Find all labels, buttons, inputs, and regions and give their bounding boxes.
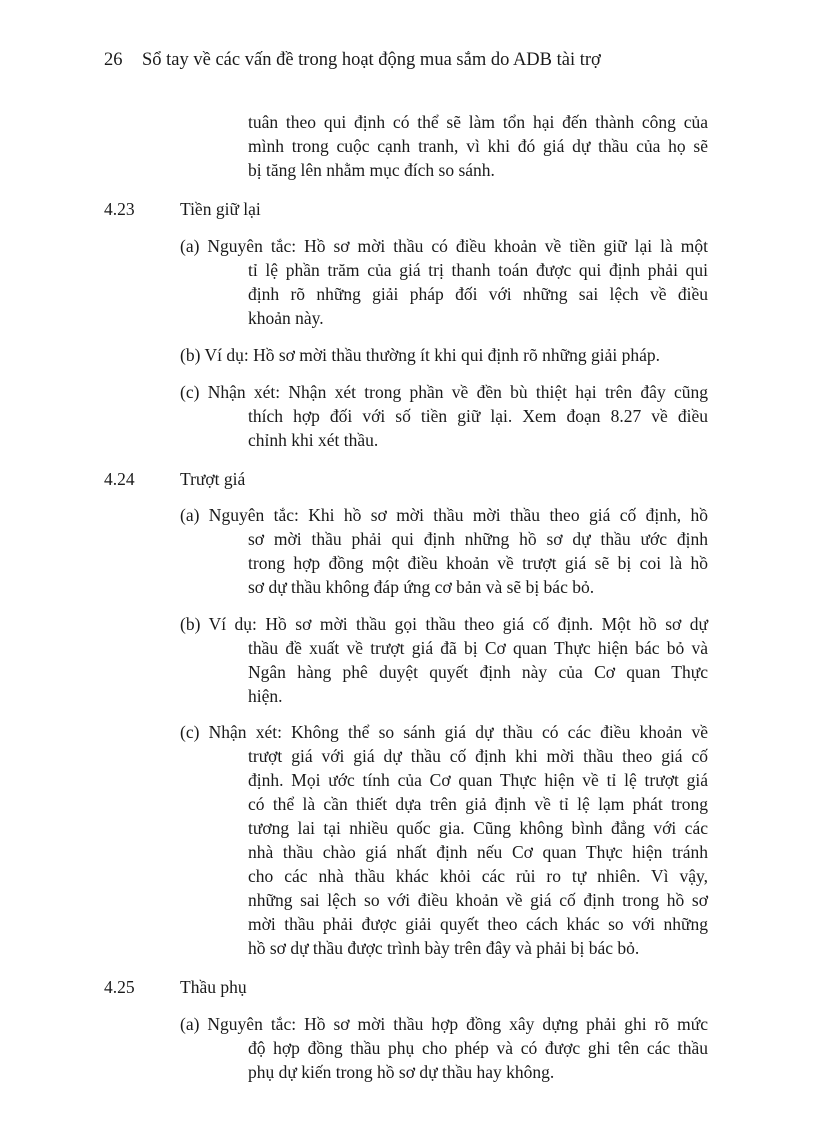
paragraph-line: sơ mời thầu phải qui định những hồ sơ dự thầu ước định	[248, 529, 708, 549]
paragraph-line: nhà thầu chào giá nhất định nếu Cơ quan Thực hiện tránh	[248, 842, 708, 862]
paragraph-line: (b) Ví dụ: Hồ sơ mời thầu gọi thầu theo giá cố định. Một hồ sơ dự	[180, 614, 708, 634]
paragraph-line: thầu đề xuất về trượt giá đã bị Cơ quan Thực hiện bác bỏ và	[248, 638, 708, 658]
section-title: Thầu phụ	[180, 977, 247, 997]
paragraph-line: hồ sơ dự thầu được trình bày trên đây và phải bị bác bỏ.	[248, 938, 640, 958]
paragraph-line: trong hợp đồng một điều khoản về trượt giá sẽ bị coi là hồ	[248, 553, 708, 573]
paragraph-line: định. Mọi ước tính của Cơ quan Thực hiện về tỉ lệ trượt giá	[248, 770, 708, 790]
paragraph-line: Ngân hàng phê duyệt quyết định này của Cơ quan Thực	[248, 662, 708, 682]
section-number: 4.25	[104, 977, 135, 997]
intro-line: mình trong cuộc cạnh tranh, vì khi đó giá dự thầu của họ sẽ	[248, 136, 708, 156]
paragraph-line: độ hợp đồng thầu phụ cho phép và có được ghi tên các thầu	[248, 1038, 708, 1058]
paragraph-line: trượt giá với giá dự thầu cố định khi mời thầu theo giá cố	[248, 746, 708, 766]
paragraph-line: thích hợp đối với số tiền giữ lại. Xem đoạn 8.27 về điều	[248, 406, 708, 426]
section-title: Trượt giá	[180, 469, 246, 489]
paragraph-line: những sai lệch so với điều khoản về giá cố định trong hồ sơ	[248, 890, 708, 910]
paragraph-line: có thể là cần thiết dựa trên giả định về tỉ lệ lạm phát trong	[248, 794, 708, 814]
paragraph-line: tỉ lệ phần trăm của giá trị thanh toán được qui định phải qui	[248, 260, 708, 280]
paragraph-line: (b) Ví dụ: Hồ sơ mời thầu thường ít khi qui định rõ những giải pháp.	[180, 345, 660, 365]
intro-line: bị tăng lên nhằm mục đích so sánh.	[248, 160, 495, 180]
section-number: 4.23	[104, 199, 135, 219]
paragraph-line: định rõ những giải pháp đối với những sai lệch về điều	[248, 284, 708, 304]
paragraph-line: cho các nhà thầu khác khỏi các rủi ro tự nhiên. Vì vậy,	[248, 866, 708, 886]
section-title: Tiền giữ lại	[180, 199, 261, 219]
paragraph-line: phụ dự kiến trong hồ sơ dự thầu hay không.	[248, 1062, 555, 1082]
paragraph-line: (c) Nhận xét: Không thể so sánh giá dự thầu có các điều khoản về	[180, 722, 708, 742]
paragraph-line: tương lai tại nhiều quốc gia. Cũng không bình đẳng với các	[248, 818, 708, 838]
running-title: Sổ tay về các vấn đề trong hoạt động mua sắm do ADB tài trợ	[142, 50, 601, 70]
paragraph-line: sơ dự thầu không đáp ứng cơ bản và sẽ bị bác bỏ.	[248, 577, 595, 597]
paragraph-line: hiện.	[248, 686, 283, 706]
page-header	[104, 50, 601, 71]
paragraph-line: (a) Nguyên tắc: Khi hồ sơ mời thầu mời thầu theo giá cố định, hồ	[180, 505, 708, 525]
paragraph-line: khoản này.	[248, 308, 324, 328]
page-number: 26	[104, 50, 123, 70]
intro-line: tuân theo qui định có thể sẽ làm tổn hại đến thành công của	[248, 112, 708, 132]
paragraph-line: (c) Nhận xét: Nhận xét trong phần về đền bù thiệt hại trên đây cũng	[180, 382, 708, 402]
paragraph-line: chỉnh khi xét thầu.	[248, 430, 379, 450]
section-number: 4.24	[104, 469, 135, 489]
paragraph-line: mời thầu phải được giải quyết theo cách khác so với những	[248, 914, 708, 934]
paragraph-line: (a) Nguyên tắc: Hồ sơ mời thầu có điều khoản về tiền giữ lại là một	[180, 236, 708, 256]
paragraph-line: (a) Nguyên tắc: Hồ sơ mời thầu hợp đồng xây dựng phải ghi rõ mức	[180, 1014, 708, 1034]
